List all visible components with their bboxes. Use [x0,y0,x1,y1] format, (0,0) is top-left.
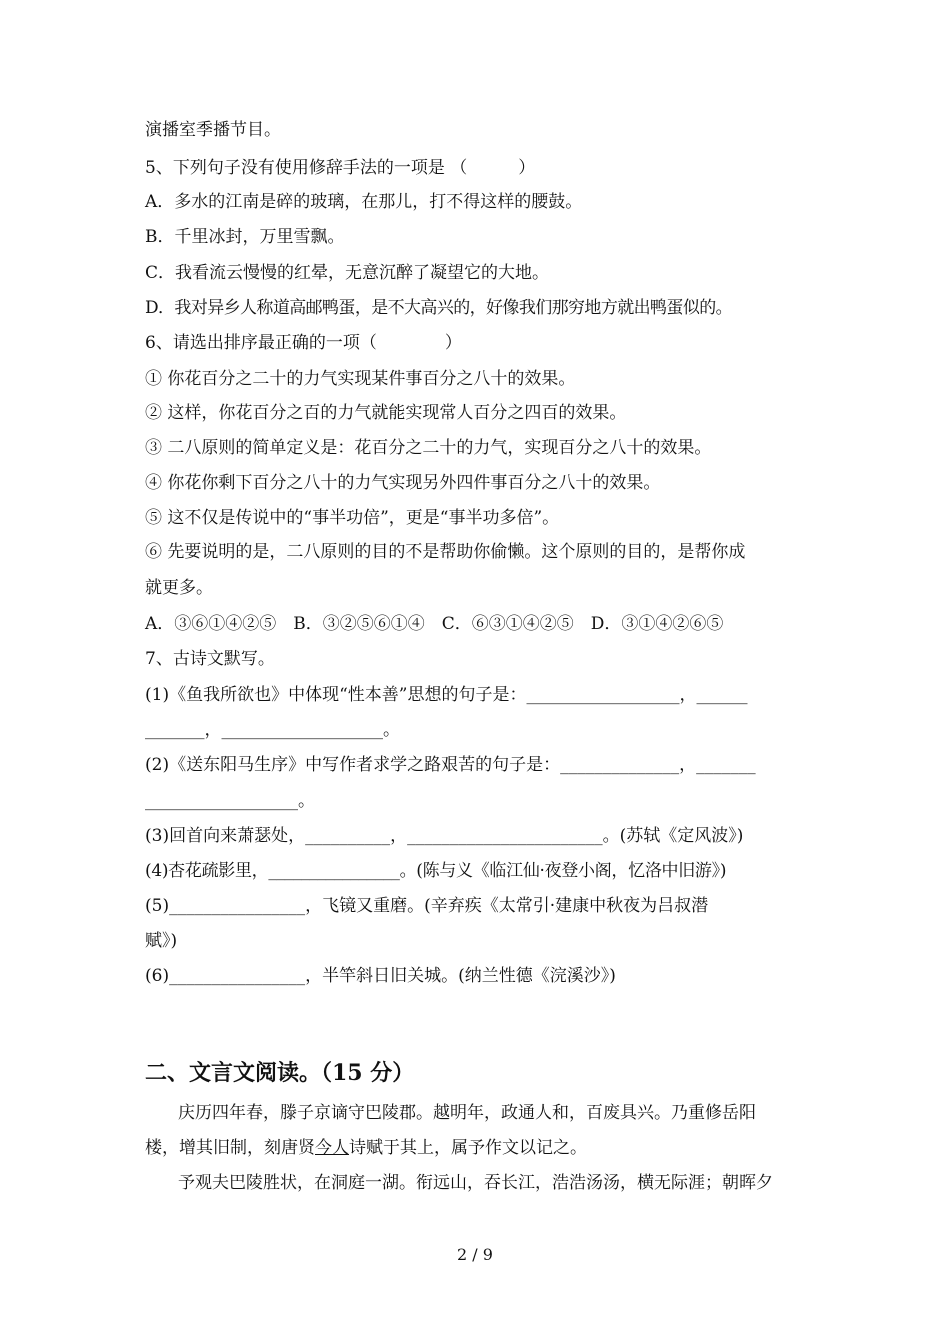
poem-item-1: (1)《鱼我所欲也》中体现“性本善”思想的句子是：__________________，______ [145,685,748,705]
option-d: D．我对异乡人称道高邮鸭蛋，是不大高兴的，好像我们那穷地方就出鸭蛋似的。 [145,298,733,318]
question-6: 6、请选出排序最正确的一项（ ） [145,333,462,353]
passage-paragraph-2: 予观夫巴陵胜状，在洞庭一湖。衔远山，吞长江，浩浩汤汤，横无际涯；朝晖夕 [178,1173,773,1193]
option-b: B．千里冰封，万里雪飘。 [145,227,345,247]
section-heading: 二、文言文阅读。（15 分） [145,1060,415,1086]
poem-item-5-cont: 赋》) [145,931,178,951]
question-7: 7、古诗文默写。 [145,649,275,669]
passage-paragraph-1: 庆历四年春，滕子京谪守巴陵郡。越明年，政通人和，百废具兴。乃重修岳阳 [178,1103,756,1123]
page-number: 2 / 9 [457,1245,493,1264]
option-a: A．多水的江南是碎的玻璃，在那儿，打不得这样的腰鼓。 [145,192,583,212]
poem-item-3: (3)回首向来萧瑟处，__________，_______________________。(苏轼《定风波》) [145,826,744,846]
sentence-6: ⑥ 先要说明的是，二八原则的目的不是帮助你偷懒。这个原则的目的，是帮你成 [145,542,746,562]
sentence-3: ③ 二八原则的简单定义是：花百分之二十的力气，实现百分之八十的效果。 [145,438,712,458]
question-6-options: A．③⑥①④②⑤ B．③②⑤⑥①④ C．⑥③①④②⑤ D．③①④②⑥⑤ [145,614,724,634]
sentence-1: ① 你花百分之二十的力气实现某件事百分之八十的效果。 [145,369,576,389]
poem-item-2-cont: __________________。 [145,791,315,811]
passage-text: 诗赋于其上，属予作文以记之。 [349,1138,587,1158]
sentence-6-cont: 就更多。 [145,578,213,598]
poem-item-6: (6)________________，半竿斜日旧关城。(纳兰性德《浣溪沙》) [145,966,616,986]
poem-item-5: (5)________________，飞镜又重磨。(辛弃疾《太常引·建康中秋夜为吕叔潜 [145,896,709,916]
poem-item-2: (2)《送东阳马生序》中写作者求学之路艰苦的句子是：______________，_______ [145,755,756,775]
passage-text: 楼，增其旧制，刻唐贤 [145,1138,315,1158]
question-5: 5、下列句子没有使用修辞手法的一项是 （ ） [145,158,536,178]
sentence-4: ④ 你花你剩下百分之八十的力气实现另外四件事百分之八十的效果。 [145,473,661,493]
sentence-2: ② 这样，你花百分之百的力气就能实现常人百分之四百的效果。 [145,403,627,423]
option-c: C．我看流云慢慢的红晕，无意沉醉了凝望它的大地。 [145,263,550,283]
passage-paragraph-1-cont [145,1137,810,1159]
underlined-term: 今人 [315,1138,349,1158]
poem-item-4: (4)杏花疏影里，________________。(陈与义《临江仙·夜登小阁，忆洛中旧游》) [145,861,727,881]
sentence-5: ⑤ 这不仅是传说中的“事半功倍”，更是“事半功多倍”。 [145,508,560,528]
text-line: 演播室季播节目。 [145,120,281,140]
poem-item-1-cont: _______，___________________。 [145,720,400,740]
